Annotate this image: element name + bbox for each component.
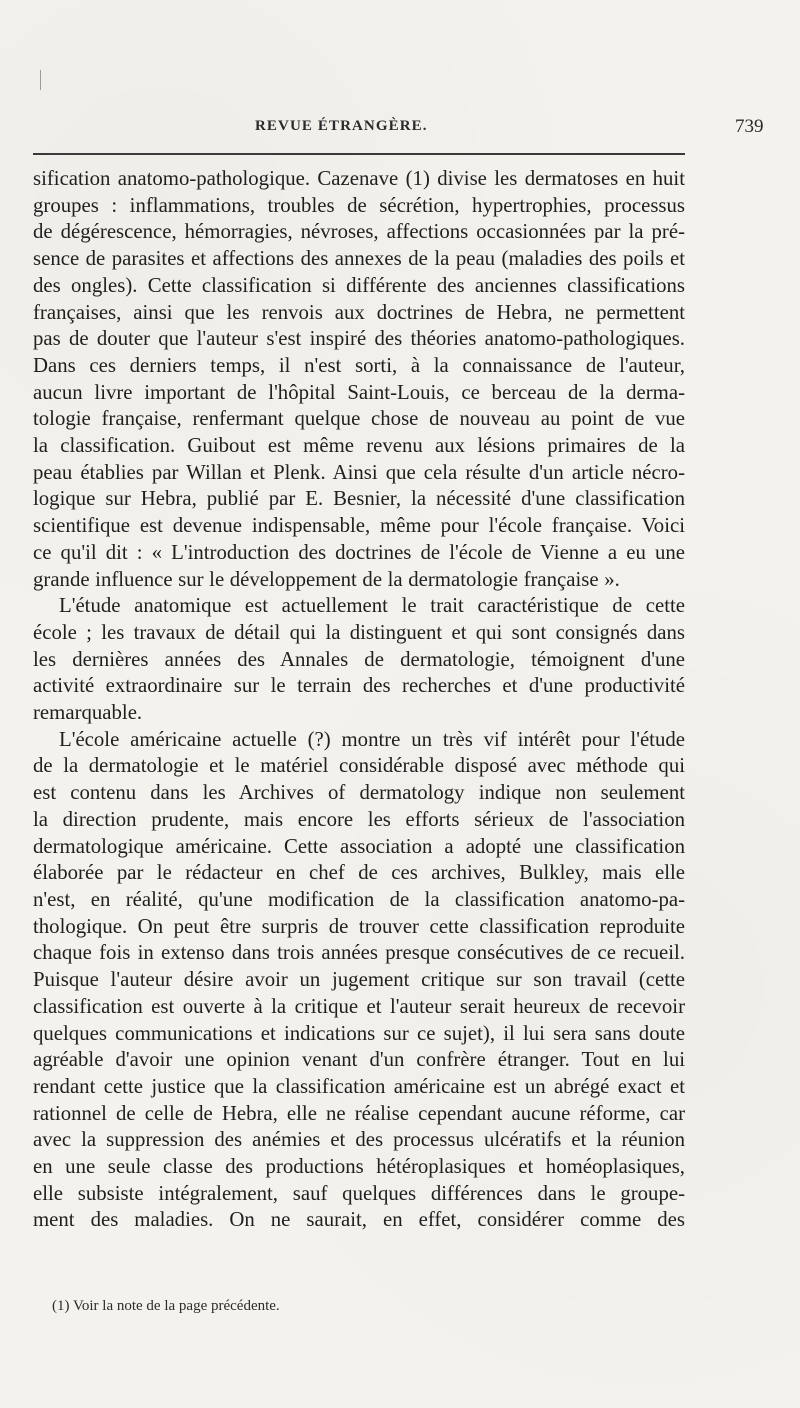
body-text [33,166,685,1234]
text-line: de dégérescence, hémorragies, névroses, affections occasionnées par la pré- [33,220,685,244]
paper-mark [40,70,41,90]
text-line: des ongles). Cette classification si différente des anciennes classifications [33,273,685,297]
running-head: REVUE ÉTRANGÈRE. [255,118,428,134]
text-line: grande influence sur le développement de la dermatologie française ». [33,567,620,591]
text-line: sification anatomo-pathologique. Cazenave (1) divise les dermatoses en huit [33,167,685,190]
text-line: sence de parasites et affections des annexes de la peau (maladies des poils et [33,247,685,271]
text-line: en une seule classe des productions hétéroplasiques et homéoplasiques, [33,1155,685,1179]
text-line: la classification. Guibout est même revenu aux lésions primaires de la [33,434,685,458]
text-line: Puisque l'auteur désire avoir un jugement critique sur son travail (cette [33,968,685,992]
text-line: elle subsiste intégralement, sauf quelques différences dans le groupe- [33,1181,685,1205]
text-line: n'est, en réalité, qu'une modification de la classification anatomo-pa- [33,887,685,911]
text-line: école ; les travaux de détail qui la distinguent et qui sont consignés dans [33,620,685,644]
text-line: de la dermatologie et le matériel considérable disposé avec méthode qui [33,754,685,778]
text-line: tologie française, renfermant quelque chose de nouveau au point de vue [33,407,685,431]
text-line: avec la suppression des anémies et des processus ulcératifs et la réunion [33,1128,685,1152]
text-line: logique sur Hebra, publié par E. Besnier, la nécessité d'une classification [33,487,685,511]
text-line: françaises, ainsi que les renvois aux doctrines de Hebra, ne permettent [33,300,685,324]
text-line: peau établies par Willan et Plenk. Ainsi que cela résulte d'un article nécro- [33,460,685,484]
text-line: aucun livre important de l'hôpital Saint-Louis, ce berceau de la derma- [33,380,685,404]
text-line: groupes : inflammations, troubles de sécrétion, hypertrophies, processus [33,193,685,217]
text-line: L'étude anatomique est actuellement le trait caractéristique de cette [59,594,685,618]
text-line: les dernières années des Annales de dermatologie, témoignent d'une [33,647,685,671]
text-line: Dans ces derniers temps, il n'est sorti, à la connaissance de l'auteur, [33,353,685,377]
page-header [0,118,800,148]
text-line: pas de douter que l'auteur s'est inspiré des théories anatomo-pathologiques. [33,327,685,351]
text-line: classification est ouverte à la critique et l'auteur serait heureux de recevoir [33,994,685,1018]
text-line: la direction prudente, mais encore les efforts sérieux de l'association [33,807,685,831]
text-line: thologique. On peut être surpris de trouver cette classification reproduite [33,914,685,938]
page-number: 739 [735,116,764,137]
text-line: remarquable. [33,701,143,725]
text-line: est contenu dans les Archives of dermatology indique non seulement [33,781,685,805]
text-line: ce qu'il dit : « L'introduction des doctrines de l'école de Vienne a eu une [33,540,685,564]
text-line: rationnel de celle de Hebra, elle ne réalise cependant aucune réforme, car [33,1101,685,1125]
text-line: rendant cette justice que la classification américaine est un abrégé exact et [33,1074,685,1098]
text-line: dermatologique américaine. Cette association a adopté une classification [33,834,685,858]
text-line: scientifique est devenue indispensable, même pour l'école française. Voici [33,514,685,538]
text-line: agréable d'avoir une opinion venant d'un confrère étranger. Tout en lui [33,1048,685,1072]
text-line: L'école américaine actuelle (?) montre un très vif intérêt pour l'étude [59,727,685,751]
header-rule [33,153,685,155]
text-line: ment des maladies. On ne saurait, en effet, considérer comme des [33,1208,685,1232]
footnote: (1) Voir la note de la page précédente. [52,1298,280,1314]
text-line: chaque fois in extenso dans trois années presque consécutives de ce recueil. [33,941,685,965]
text-line: activité extraordinaire sur le terrain des recherches et d'une productivité [33,674,685,698]
text-line: quelques communications et indications sur ce sujet), il lui sera sans doute [33,1021,685,1045]
text-line: élaborée par le rédacteur en chef de ces archives, Bulkley, mais elle [33,861,685,885]
